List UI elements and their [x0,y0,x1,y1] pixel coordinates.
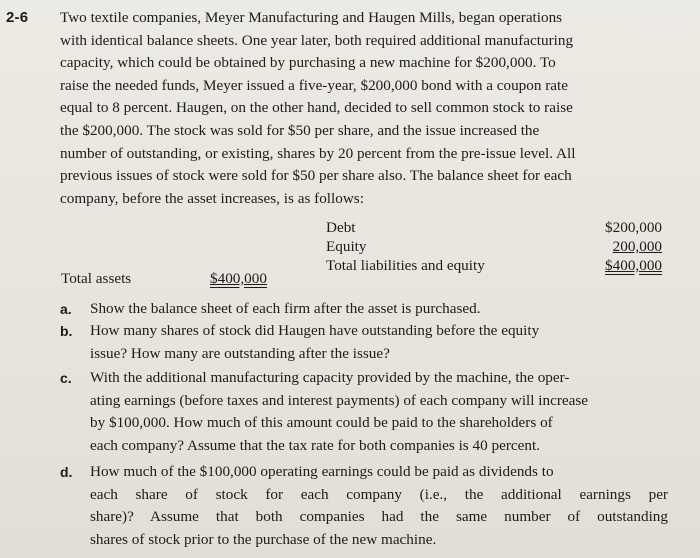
equity-value: 200,000 [612,238,662,255]
question-line: each company? Assume that the tax rate for both companies is 40 percent. [90,436,540,454]
intro-line: company, before the asset increases, is as follows: [60,189,364,207]
equity-label: Equity [326,238,367,255]
question-line: share)? Assume that both companies had the same number of outstanding [90,508,668,526]
intro-line: previous issues of stock were sold for $50 per share also. The balance sheet for each [60,167,572,185]
balance-sheet-values [605,218,662,275]
intro-line: number of outstanding, or existing, shares by 20 percent from the pre-issue level. All [60,144,576,162]
question-letter: c. [60,370,72,386]
problem-number: 2-6 [6,9,29,26]
question-line: Show the balance sheet of each firm after the asset is purchased. [90,300,481,317]
total-assets-label: Total assets [61,270,132,287]
balance-sheet-labels [326,218,485,275]
total-liabilities-equity-label: Total liabilities and equity [326,257,485,274]
question-letter: a. [60,301,72,317]
question-letter: b. [60,323,73,339]
intro-line: raise the needed funds, Meyer issued a five-year, $200,000 bond with a coupon rate [60,76,569,94]
intro-line: capacity, which could be obtained by purchasing a new machine for $200,000. To [60,54,556,72]
question-line: How many shares of stock did Haugen have outstanding before the equity [90,322,540,339]
intro-line: with identical balance sheets. One year later, both required additional manufacturing [60,31,574,49]
intro-line: the $200,000. The stock was sold for $50 per share, and the issue increased the [60,121,540,139]
question-line: shares of stock prior to the purchase of the new machine. [90,530,437,548]
question-letter: d. [60,464,73,480]
total-assets-value: $400,000 [210,270,267,287]
question-line: issue? How many are outstanding after the issue? [90,344,390,362]
question-line: by $100,000. How much of this amount could be paid to the shareholders of [90,414,553,432]
debt-value: $200,000 [605,219,662,236]
debt-label: Debt [326,219,356,236]
question-line: How much of the $100,000 operating earnings could be paid as dividends to [90,463,554,480]
question-line: With the additional manufacturing capacity provided by the machine, the oper- [90,369,570,386]
total-liabilities-equity-value: $400,000 [605,257,662,274]
question-line: ating earnings (before taxes and interest payments) of each company will increase [90,391,589,409]
problem-intro [60,7,668,210]
intro-line: Two textile companies, Meyer Manufacturing and Haugen Mills, began operations [60,9,563,26]
intro-line: equal to 8 percent. Haugen, on the other hand, decided to sell common stock to raise [60,99,573,117]
question-line: each share of stock for each company (i.e., the additional earnings per [90,485,668,503]
